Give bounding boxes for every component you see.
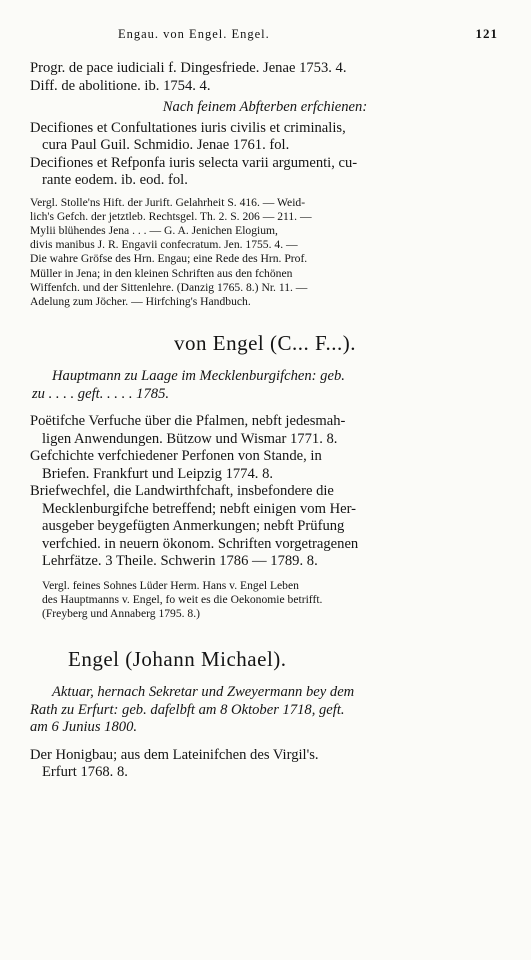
- reference-line: des Hauptmanns v. Engel, fo weit es die Oekonomie betrifft.: [42, 592, 323, 606]
- reference-line: Mylii blühendes Jena . . . — G. A. Jenichen Elogium,: [30, 223, 278, 237]
- work-line: Poëtifche Verfuche über die Pfalmen, nebft jedesmah-: [30, 413, 346, 430]
- reference-line: Müller in Jena; in den kleinen Schriften aus den fchönen: [30, 266, 293, 280]
- entry-engau: [30, 60, 500, 309]
- work-line: Briefen. Frankfurt und Leipzig 1774. 8.: [42, 465, 274, 482]
- biography-line: zu . . . . geft. . . . . 1785.: [32, 385, 170, 402]
- reference-line: Wiffenfch. und der Sittenlehre. (Danzig 1765. 8.) Nr. 11. —: [30, 280, 308, 294]
- posthumous-line: Decifiones et Confultationes iuris civilis et criminalis,: [30, 119, 346, 136]
- entry-heading: von Engel (C... F...).: [174, 331, 356, 356]
- reference-line: Die wahre Gröfse des Hrn. Engau; eine Rede des Hrn. Prof.: [30, 252, 308, 266]
- reference-line: Vergl. feines Sohnes Lüder Herm. Hans v. Engel Leben: [42, 578, 299, 592]
- references-block: [30, 196, 500, 310]
- reference-line: (Freyberg und Annaberg 1795. 8.): [42, 607, 200, 621]
- entry-heading: Engel (Johann Michael).: [68, 647, 287, 672]
- work-line: Mecklenburgifche betreffend; nebft einigen vom Her-: [42, 500, 357, 517]
- reference-line: Adelung zum Jöcher. — Hirfching's Handbuch.: [30, 294, 251, 308]
- running-title: Engau. von Engel. Engel.: [118, 27, 270, 41]
- work-line: Erfurt 1768. 8.: [42, 764, 128, 781]
- works-list: [30, 747, 500, 782]
- posthumous-line: rante eodem. ib. eod. fol.: [42, 172, 188, 188]
- book-page: [30, 26, 500, 782]
- reference-line: Vergl. Stolle'ns Hift. der Jurift. Gelahrheit S. 416. — Weid-: [30, 195, 306, 209]
- biography-line: Aktuar, hernach Sekretar und Zweyermann bey dem: [52, 684, 355, 701]
- work-line: ligen Anwendungen. Bützow und Wismar 1771. 8.: [42, 430, 338, 447]
- entry-engel-johann-michael: [30, 647, 500, 782]
- work-line: Lehrfätze. 3 Theile. Schwerin 1786 — 1789. 8.: [42, 553, 318, 570]
- work-line: verfchied. in neuern ökonom. Schriften vorgetragenen: [42, 535, 359, 552]
- work-line: Briefwechfel, die Landwirthfchaft, insbefondere die: [30, 483, 334, 500]
- work-line: ausgeber beygefügten Anmerkungen; nebft Prüfung: [42, 518, 345, 535]
- running-header: [30, 26, 500, 42]
- biography-line: am 6 Junius 1800.: [30, 719, 138, 736]
- work-line: Progr. de pace iudiciali f. Dingesfriede. Jenae 1753. 4.: [30, 60, 347, 76]
- reference-line: lich's Gefch. der jetztleb. Rechtsgel. Th. 2. S. 206 — 211. —: [30, 209, 312, 223]
- entry-von-engel: [30, 331, 500, 621]
- biography-line: Hauptmann zu Laage im Mecklenburgifchen: geb.: [52, 368, 345, 385]
- works-list: [30, 413, 500, 571]
- posthumous-line: Decifiones et Refponfa iuris selecta varii argumenti, cu-: [30, 154, 358, 171]
- work-line: Diff. de abolitione. ib. 1754. 4.: [30, 77, 211, 94]
- posthumous-line: cura Paul Guil. Schmidio. Jenae 1761. fol.: [42, 137, 290, 153]
- work-line: Gefchichte verfchiedener Perfonen von Stande, in: [30, 448, 322, 465]
- reference-line: divis manibus J. R. Engavii confecratum. Jen. 1755. 4. —: [30, 238, 298, 252]
- page-number: 121: [475, 26, 498, 41]
- posthumous-heading: Nach feinem Abfterben erfchienen:: [162, 99, 368, 115]
- work-line: Der Honigbau; aus dem Lateinifchen des Virgil's.: [30, 746, 319, 763]
- biography-line: Rath zu Erfurt: geb. dafelbft am 8 Oktober 1718, geft.: [30, 701, 345, 718]
- references-block: [30, 579, 500, 622]
